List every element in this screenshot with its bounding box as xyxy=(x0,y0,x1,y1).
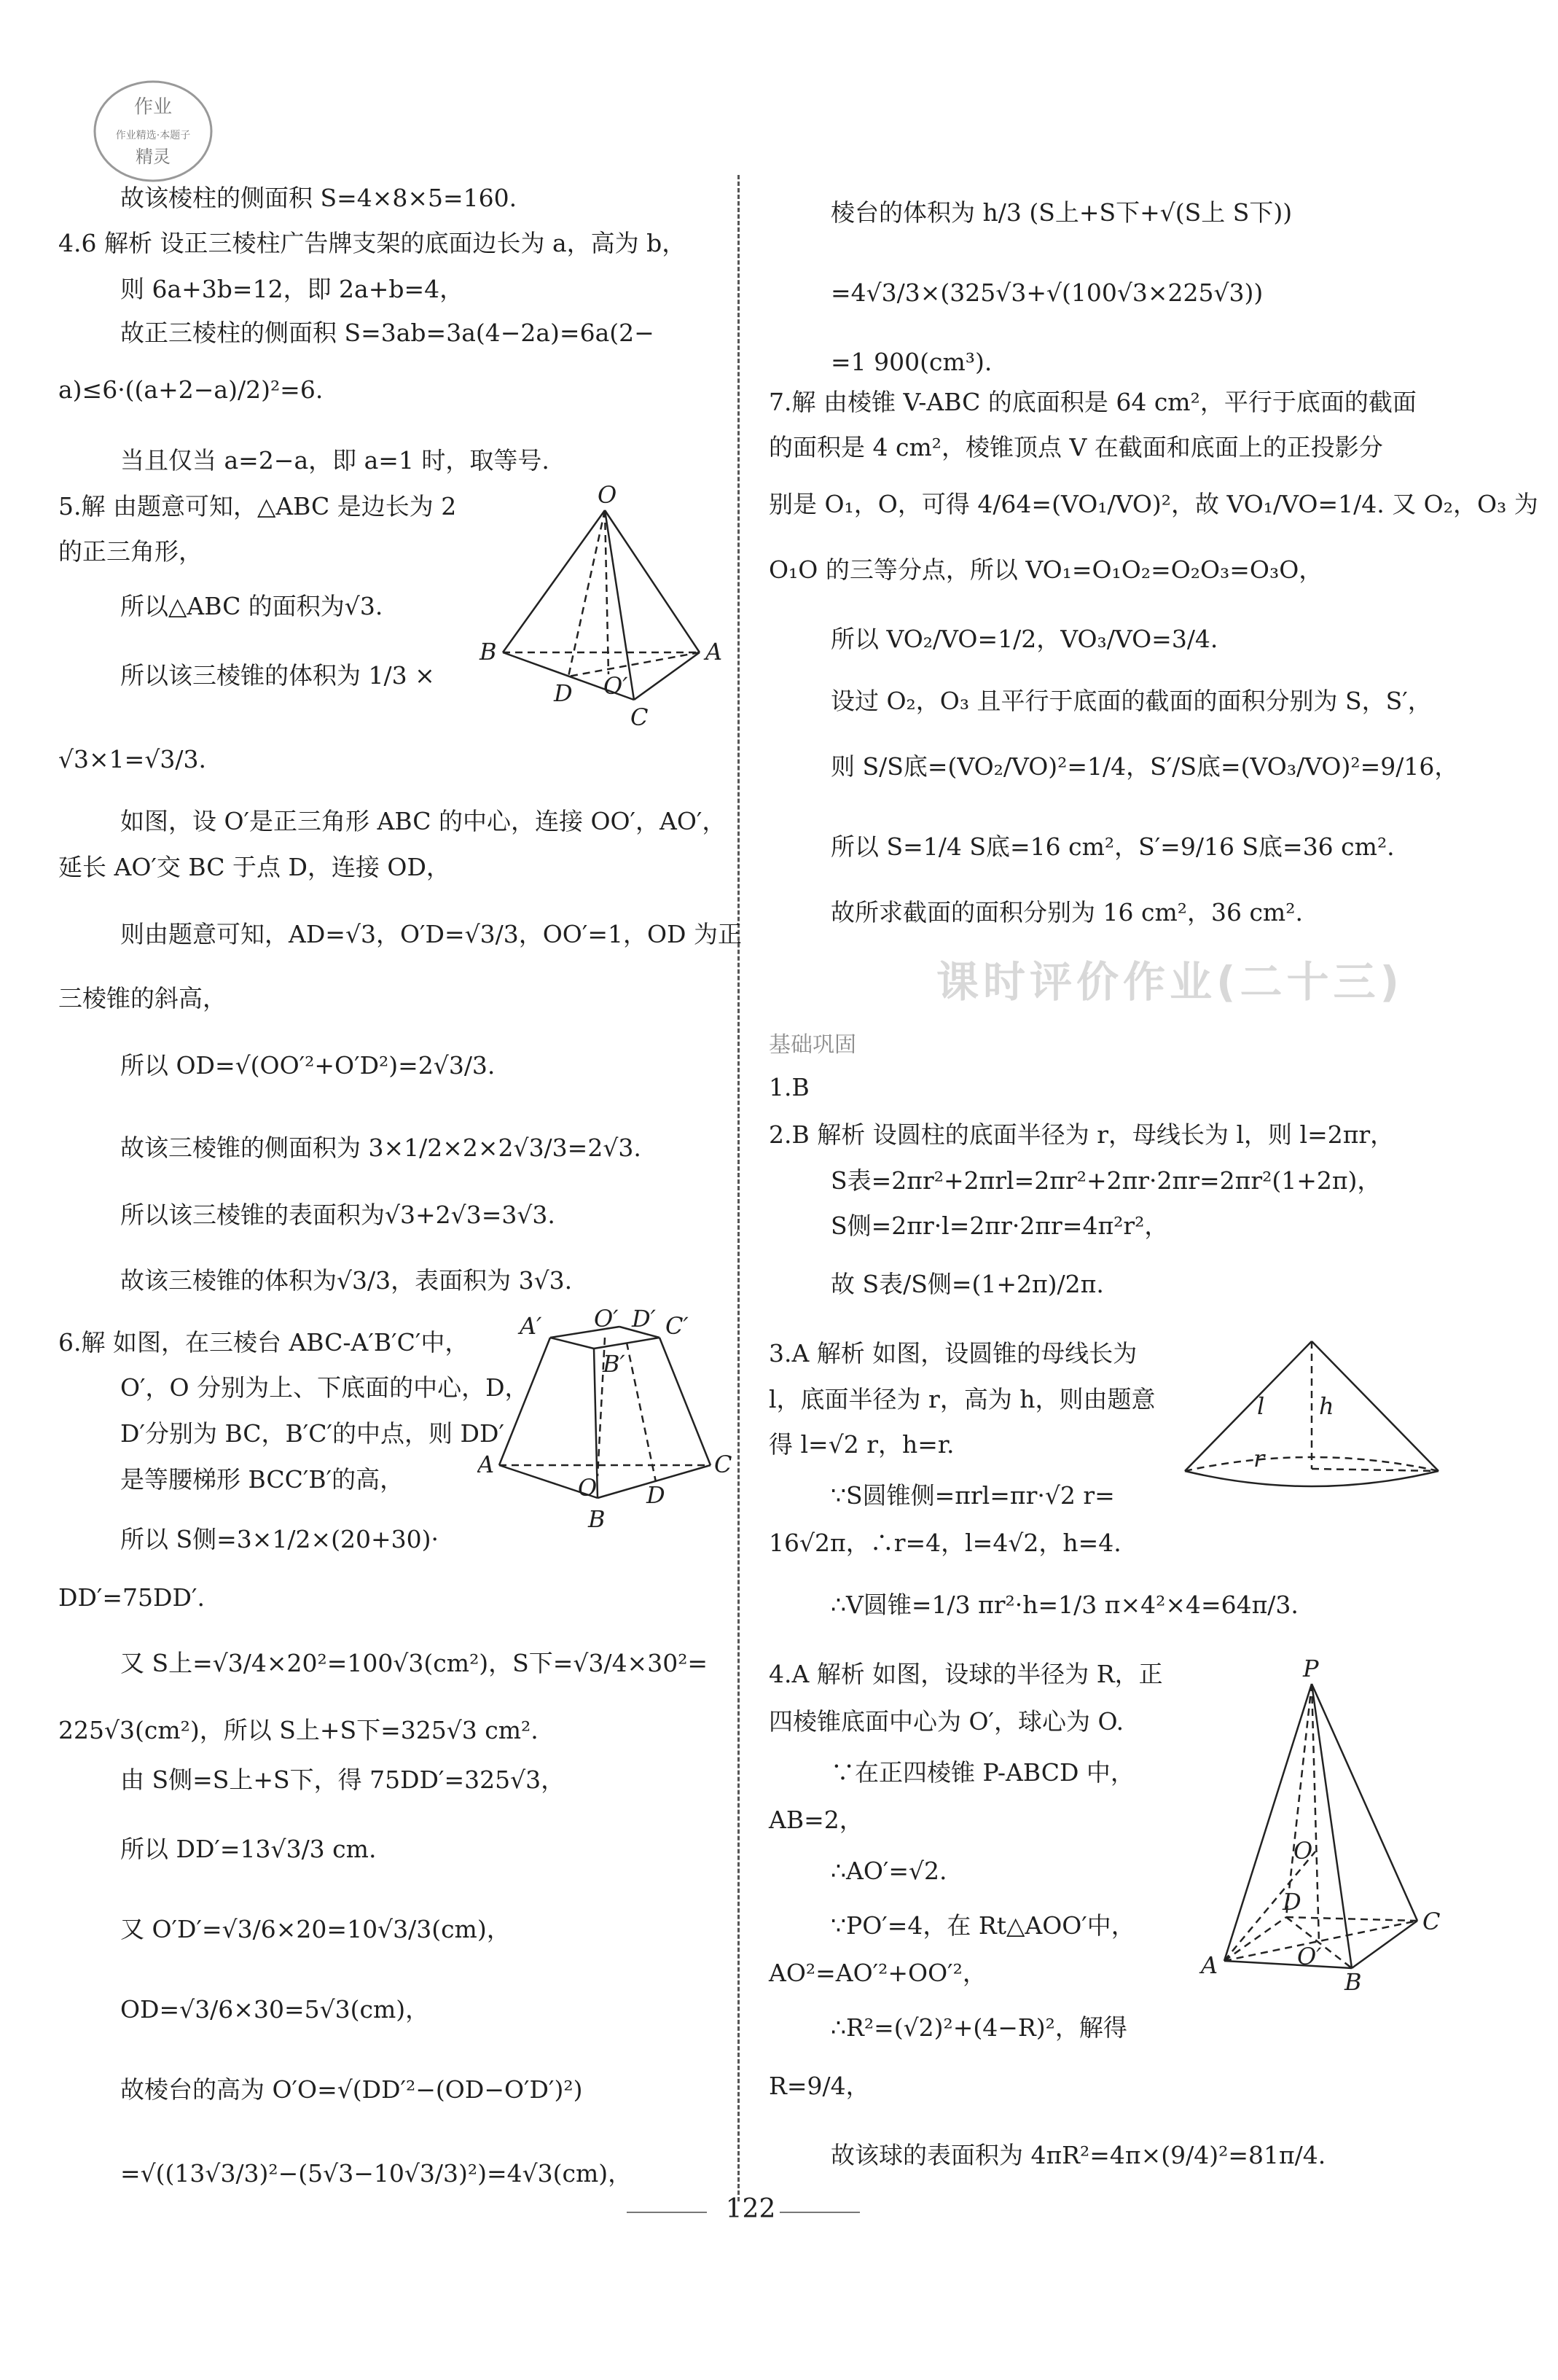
text-line: 由 S侧=S上+S下，得 75DD′=325√3， xyxy=(120,1766,565,1794)
fig6-label-Dprime: D′ xyxy=(632,1305,656,1333)
text-line: 5.解 由题意可知，△ABC 是边长为 2 xyxy=(58,492,457,520)
text-line: ∴R²=(√2)²+(4−R)²，解得 xyxy=(831,2013,1127,2042)
page-number: 122 xyxy=(725,2194,776,2224)
fig6-label-D: D xyxy=(646,1481,665,1509)
figure-frustum-6 xyxy=(477,1305,740,1545)
stamp-middle: 作业精选·本题子 xyxy=(115,130,191,141)
figure-cone-3 xyxy=(1181,1334,1443,1502)
text-line: a)≤6·((a+2−a)/2)²=6. xyxy=(58,375,324,404)
text-line: l，底面半径为 r，高为 h，则由题意 xyxy=(769,1385,1156,1413)
fig4-label-P: P xyxy=(1303,1658,1319,1682)
text-line: ∴V圆锥=1/3 πr²·h=1/3 π×4²×4=64π/3. xyxy=(831,1591,1299,1619)
text-line: 四棱锥底面中心为 O′，球心为 O. xyxy=(769,1707,1124,1736)
text-line: O₁O 的三等分点，所以 VO₁=O₁O₂=O₂O₃=O₃O， xyxy=(769,555,1323,584)
fig4-label-O: O xyxy=(1293,1837,1313,1865)
fig5-label-Oprime: O′ xyxy=(603,672,628,700)
fig5-label-A: A xyxy=(705,638,723,666)
text-line: S表=2πr²+2πrl=2πr²+2πr·2πr=2πr²(1+2π)， xyxy=(831,1166,1382,1195)
text-line: 225√3(cm²)，所以 S上+S下=325√3 cm². xyxy=(58,1716,539,1744)
text-line: 的面积是 4 cm²，棱锥顶点 V 在截面和底面上的正投影分 xyxy=(769,433,1383,461)
text-line: 又 O′D′=√3/6×20=10√3/3(cm)， xyxy=(120,1915,511,1943)
fig4-label-C: C xyxy=(1422,1908,1441,1935)
page-number-rule-right xyxy=(780,2212,860,2213)
text-line: =4√3/3×(325√3+√(100√3×225√3)) xyxy=(831,278,1264,307)
text-line: √3×1=√3/3. xyxy=(58,745,206,773)
fig6-label-A: A xyxy=(477,1451,495,1478)
text-line: ∵在正四棱锥 P-ABCD 中， xyxy=(831,1758,1135,1787)
text-line: 所以△ABC 的面积为√3. xyxy=(120,592,383,620)
section-subhead: 基础巩固 xyxy=(769,1032,856,1058)
fig6-label-Aprime: A′ xyxy=(520,1312,542,1340)
text-line: 所以 OD=√(OO′²+O′D²)=2√3/3. xyxy=(120,1051,496,1080)
text-line: 故该三棱锥的体积为√3/3，表面积为 3√3. xyxy=(120,1266,573,1295)
text-line: 别是 O₁，O，可得 4/64=(VO₁/VO)²，故 VO₁/VO=1/4. 又 O₂，O₃ 为 xyxy=(769,490,1538,518)
fig6-label-B: B xyxy=(588,1505,606,1533)
text-line: OD=√3/6×30=5√3(cm)， xyxy=(120,1995,430,2024)
text-line: AB=2， xyxy=(769,1806,864,1834)
text-line: 2.B 解析 设圆柱的底面半径为 r，母线长为 l，则 l=2πr， xyxy=(769,1120,1395,1149)
figure-pyramid-4 xyxy=(1195,1658,1447,1994)
text-line: ∵S圆锥侧=πrl=πr·√2 r= xyxy=(831,1481,1115,1510)
fig3-label-l: l xyxy=(1257,1392,1265,1420)
fig4-label-Oprime: O′ xyxy=(1297,1943,1322,1970)
fig6-label-C: C xyxy=(714,1451,732,1478)
text-line: 故棱台的高为 O′O=√(DD′²−(OD−O′D′)²) xyxy=(120,2075,583,2104)
text-line: 所以该三棱锥的体积为 1/3 × xyxy=(120,661,435,690)
figure-pyramid-5 xyxy=(474,481,736,736)
text-line: 所以该三棱锥的表面积为√3+2√3=3√3. xyxy=(120,1201,555,1229)
text-line: 故所求截面的面积分别为 16 cm²，36 cm². xyxy=(831,898,1303,926)
text-line: 6.解 如图，在三棱台 ABC-A′B′C′中， xyxy=(58,1328,469,1357)
fig6-label-O: O xyxy=(578,1474,598,1502)
text-line: D′分别为 BC，B′C′的中点，则 DD′ xyxy=(120,1419,504,1448)
fig5-label-O: O xyxy=(598,481,617,509)
text-line: ∵PO′=4，在 Rt△AOO′中， xyxy=(831,1911,1135,1940)
text-line: 3.A 解析 如图，设圆锥的母线长为 xyxy=(769,1339,1138,1367)
text-line: 棱台的体积为 h/3 (S上+S下+√(S上 S下)) xyxy=(831,198,1293,227)
text-line: 4.A 解析 如图，设球的半径为 R，正 xyxy=(769,1660,1163,1688)
text-line: 故正三棱柱的侧面积 S=3ab=3a(4−2a)=6a(2− xyxy=(120,319,654,347)
text-line: S侧=2πr·l=2πr·2πr=4π²r²， xyxy=(831,1212,1169,1240)
text-line: =√((13√3/3)²−(5√3−10√3/3)²)=4√3(cm)， xyxy=(120,2159,633,2188)
fig6-label-Oprime: O′ xyxy=(594,1305,619,1333)
text-line: DD′=75DD′. xyxy=(58,1583,205,1612)
text-line: 则由题意可知，AD=√3，O′D=√3/3，OO′=1，OD 为正 xyxy=(120,920,743,948)
text-line: 得 l=√2 r，h=r. xyxy=(769,1430,955,1459)
column-divider xyxy=(737,175,740,2201)
fig5-label-C: C xyxy=(630,703,649,731)
fig5-label-B: B xyxy=(479,638,497,666)
text-line: =1 900(cm³). xyxy=(831,348,993,376)
text-line: 设过 O₂，O₃ 且平行于底面的截面的面积分别为 S，S′， xyxy=(831,687,1432,715)
fig4-label-D: D xyxy=(1283,1888,1301,1916)
text-line: AO²=AO′²+OO′²， xyxy=(769,1959,987,1987)
fig4-label-B: B xyxy=(1344,1968,1362,1994)
text-line: 所以 S侧=3×1/2×(20+30)· xyxy=(120,1525,439,1553)
text-line: 延长 AO′交 BC 于点 D，连接 OD， xyxy=(58,853,450,881)
text-line: 又 S上=√3/4×20²=100√3(cm²)，S下=√3/4×30²= xyxy=(120,1649,708,1677)
stamp-bottom: 精灵 xyxy=(136,147,171,167)
stamp-logo xyxy=(91,77,215,186)
text-line: 如图，设 O′是正三角形 ABC 的中心，连接 OO′，AO′， xyxy=(120,807,727,835)
text-line: 所以 S=1/4 S底=16 cm²，S′=9/16 S底=36 cm². xyxy=(831,832,1395,861)
fig3-label-r: r xyxy=(1253,1445,1265,1472)
section-title: 课时评价作业(二十三) xyxy=(936,957,1404,1007)
text-line: 则 S/S底=(VO₂/VO)²=1/4，S′/S底=(VO₃/VO)²=9/16， xyxy=(831,752,1459,781)
text-line: 所以 DD′=13√3/3 cm. xyxy=(120,1835,377,1863)
text-line: 的正三角形， xyxy=(58,537,203,566)
text-line: R=9/4， xyxy=(769,2072,870,2100)
fig6-label-Bprime: B′ xyxy=(603,1350,625,1378)
text-line: 故该三棱锥的侧面积为 3×1/2×2×2√3/3=2√3. xyxy=(120,1134,641,1162)
text-line: O′，O 分别为上、下底面的中心，D， xyxy=(120,1373,529,1402)
text-line: 是等腰梯形 BCC′B′的高， xyxy=(120,1465,404,1494)
text-line: 故该球的表面积为 4πR²=4π×(9/4)²=81π/4. xyxy=(831,2141,1326,2169)
text-line: 16√2π，∴r=4，l=4√2，h=4. xyxy=(769,1529,1121,1557)
stamp-top: 作业 xyxy=(133,96,173,118)
text-line: 故 S表/S侧=(1+2π)/2π. xyxy=(831,1270,1104,1298)
text-line: 当且仅当 a=2−a，即 a=1 时，取等号. xyxy=(120,446,549,475)
text-line: 故该棱柱的侧面积 S=4×8×5=160. xyxy=(120,184,517,212)
text-line: 则 6a+3b=12，即 2a+b=4， xyxy=(120,275,464,303)
text-line: 三棱锥的斜高， xyxy=(58,984,227,1013)
fig4-label-A: A xyxy=(1201,1951,1218,1979)
fig3-label-h: h xyxy=(1319,1392,1334,1420)
text-line: 所以 VO₂/VO=1/2，VO₃/VO=3/4. xyxy=(831,625,1218,653)
text-line: 4.6 解析 设正三棱柱广告牌支架的底面边长为 a，高为 b， xyxy=(58,229,686,257)
fig5-label-D: D xyxy=(554,679,573,707)
text-line: 7.解 由棱锥 V-ABC 的底面积是 64 cm²，平行于底面的截面 xyxy=(769,388,1417,416)
text-line: 1.B xyxy=(769,1073,810,1101)
text-line: ∴AO′=√2. xyxy=(831,1857,947,1885)
fig6-label-Cprime: C′ xyxy=(665,1312,689,1340)
